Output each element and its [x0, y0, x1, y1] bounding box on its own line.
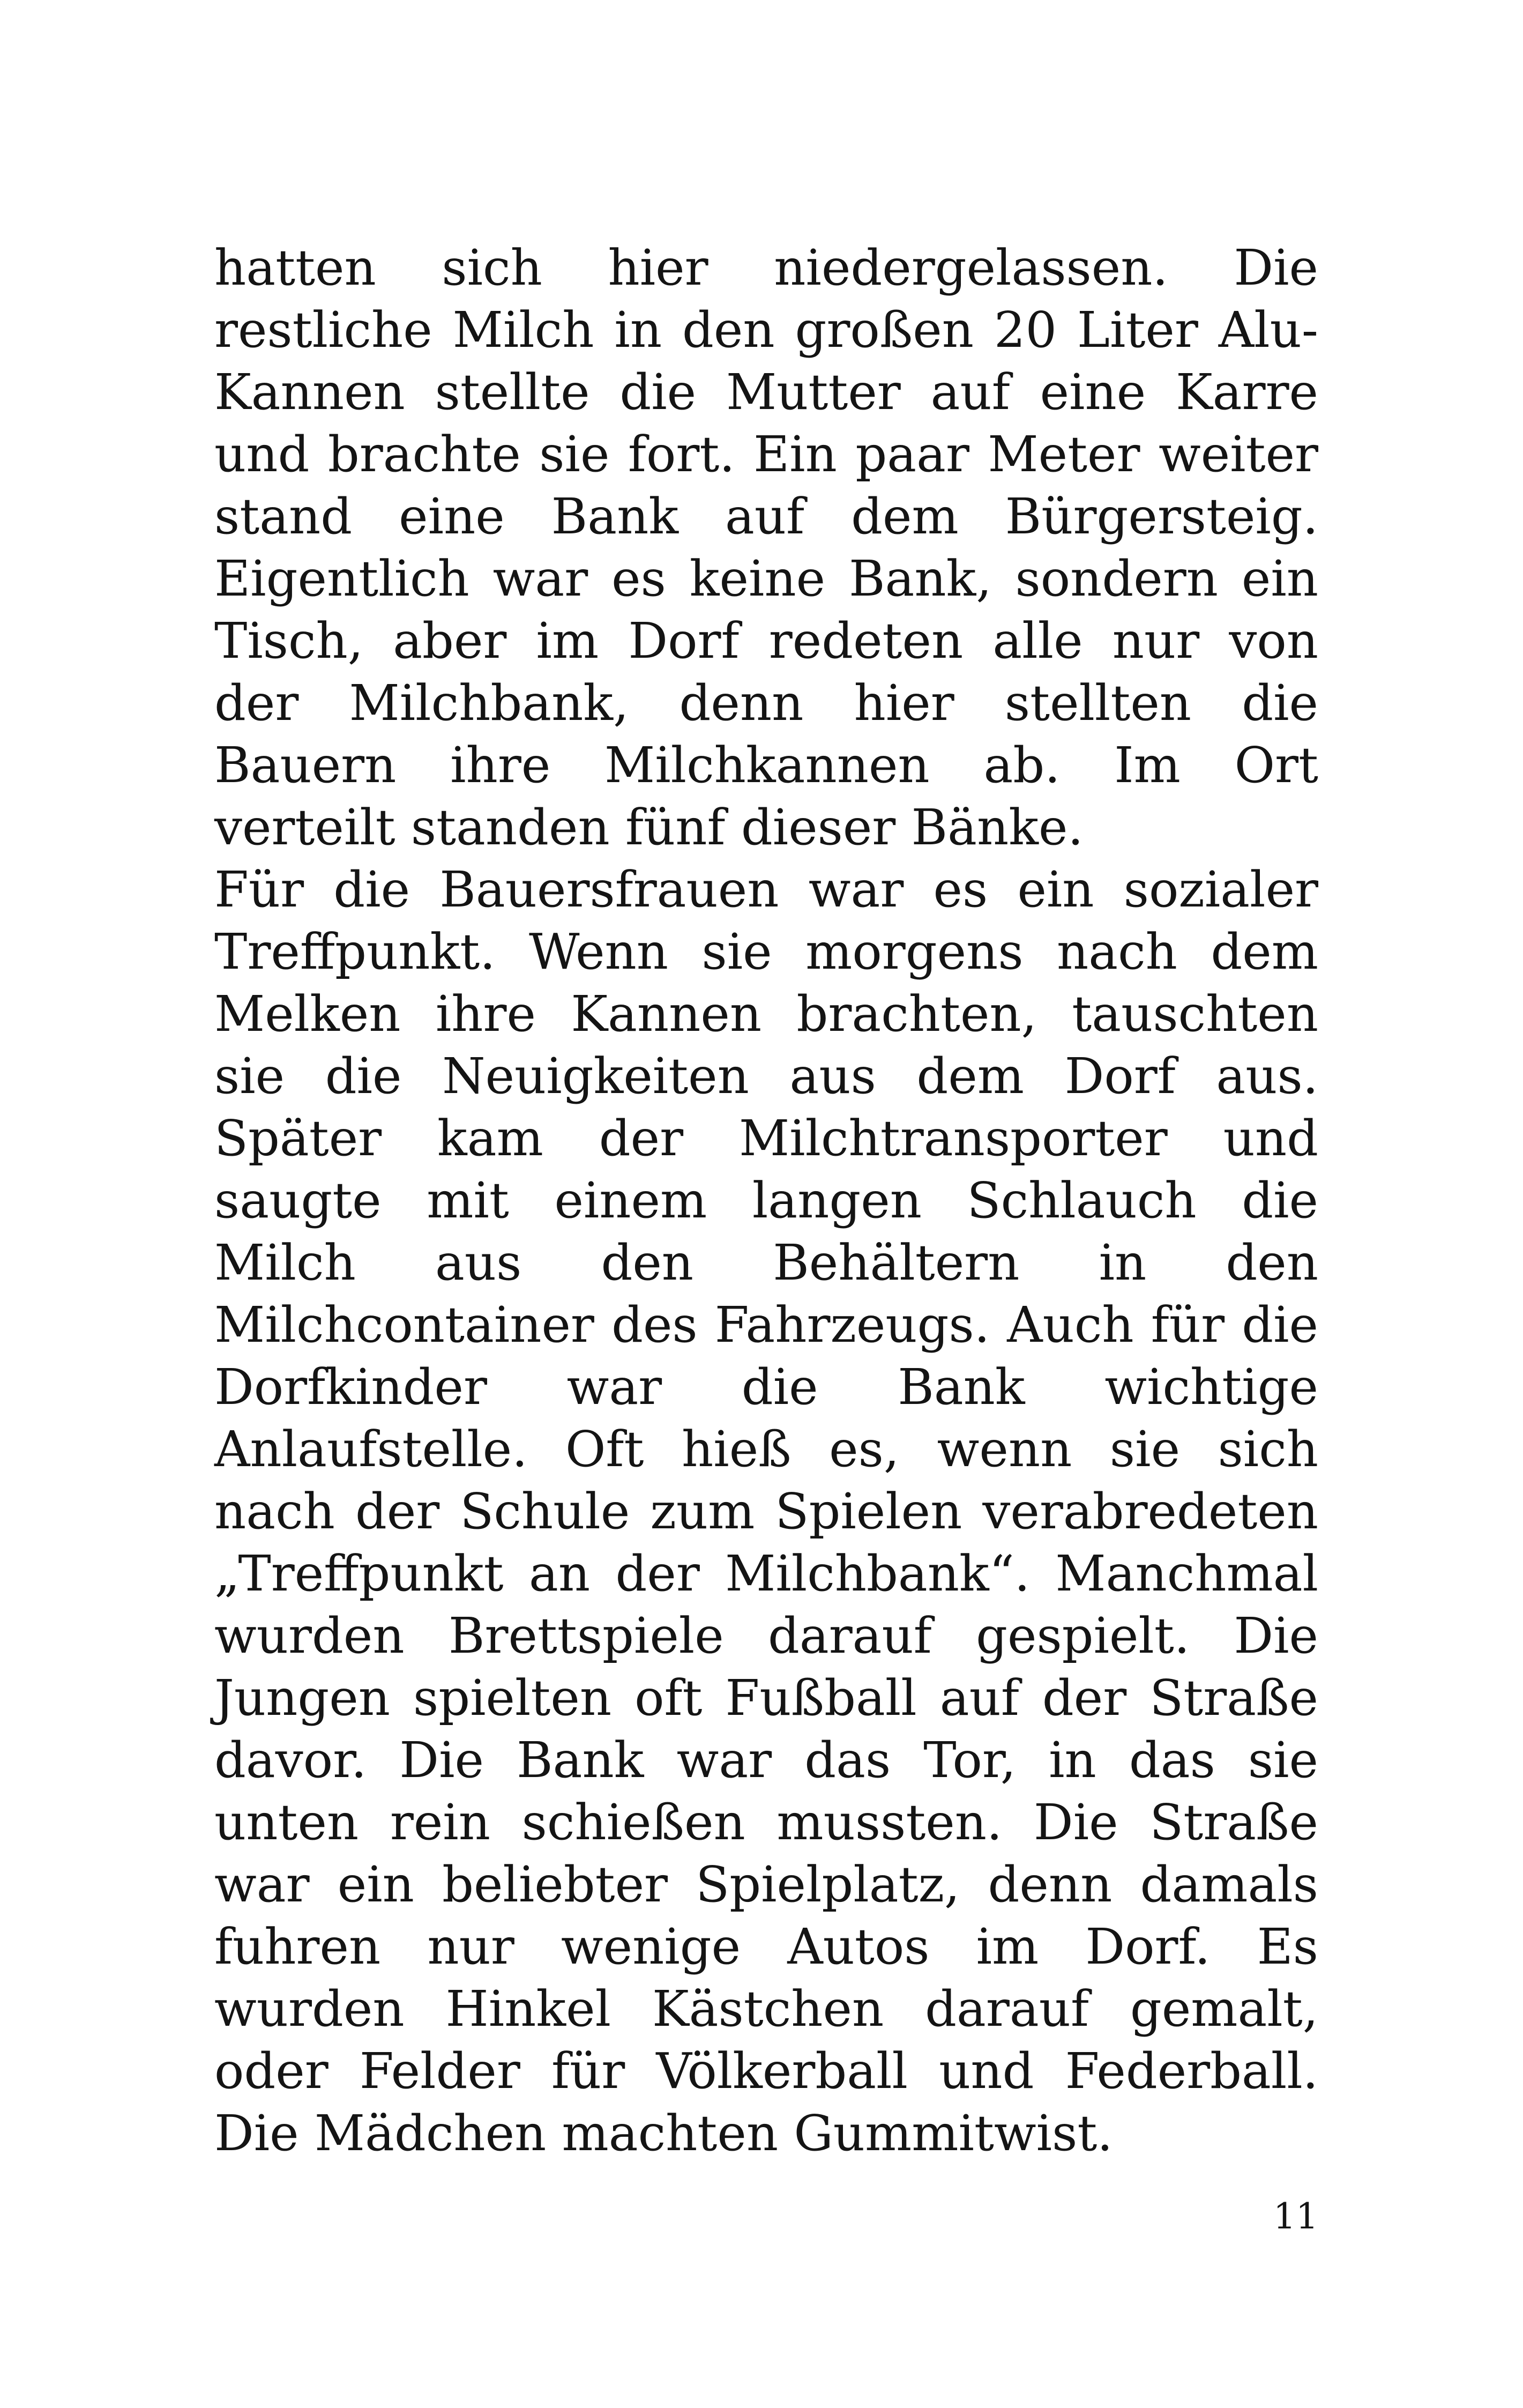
paragraph-milchbank: hatten sich hier niedergelassen. Die restliche Milch in den großen 20 Liter Alu-Kannen stellte die Mutter auf eine Karre und brachte sie fort. Ein paar Meter weiter stand eine Bank auf dem Bürgersteig. Eigentlich war es keine Bank, sondern ein Tisch, aber im Dorf redeten alle nur von der Milchbank, denn hier stellten die Bauern ihre Milchkannen ab. Im Ort verteilt standen fünf dieser Bänke.	[214, 239, 1318, 856]
page-number: 11	[1273, 2196, 1318, 2237]
paragraph-treffpunkt: Für die Bauersfrauen war es ein sozialer Treffpunkt. Wenn sie morgens nach dem Melken ihre Kannen brachten, tauschten sie die Neuigkeiten aus dem Dorf aus. Später kam der Milchtransporter und saugte mit einem langen Schlauch die Milch aus den Behältern in den Milchcontainer des Fahrzeugs. Auch für die Dorfkinder war die Bank wichtige Anlaufstelle. Oft hieß es, wenn sie sich nach der Schule zum Spielen verabredeten „Treffpunkt an der Milchbank“. Manchmal wurden Brettspiele darauf gespielt. Die Jungen spielten oft Fußball auf der Straße davor. Die Bank war das Tor, in das sie unten rein schießen mussten. Die Straße war ein beliebter Spielplatz, denn damals fuhren nur wenige Autos im Dorf. Es wurden Hinkel Kästchen darauf gemalt, oder Felder für Völkerball und Federball. Die Mädchen machten Gummitwist.	[214, 861, 1318, 2162]
